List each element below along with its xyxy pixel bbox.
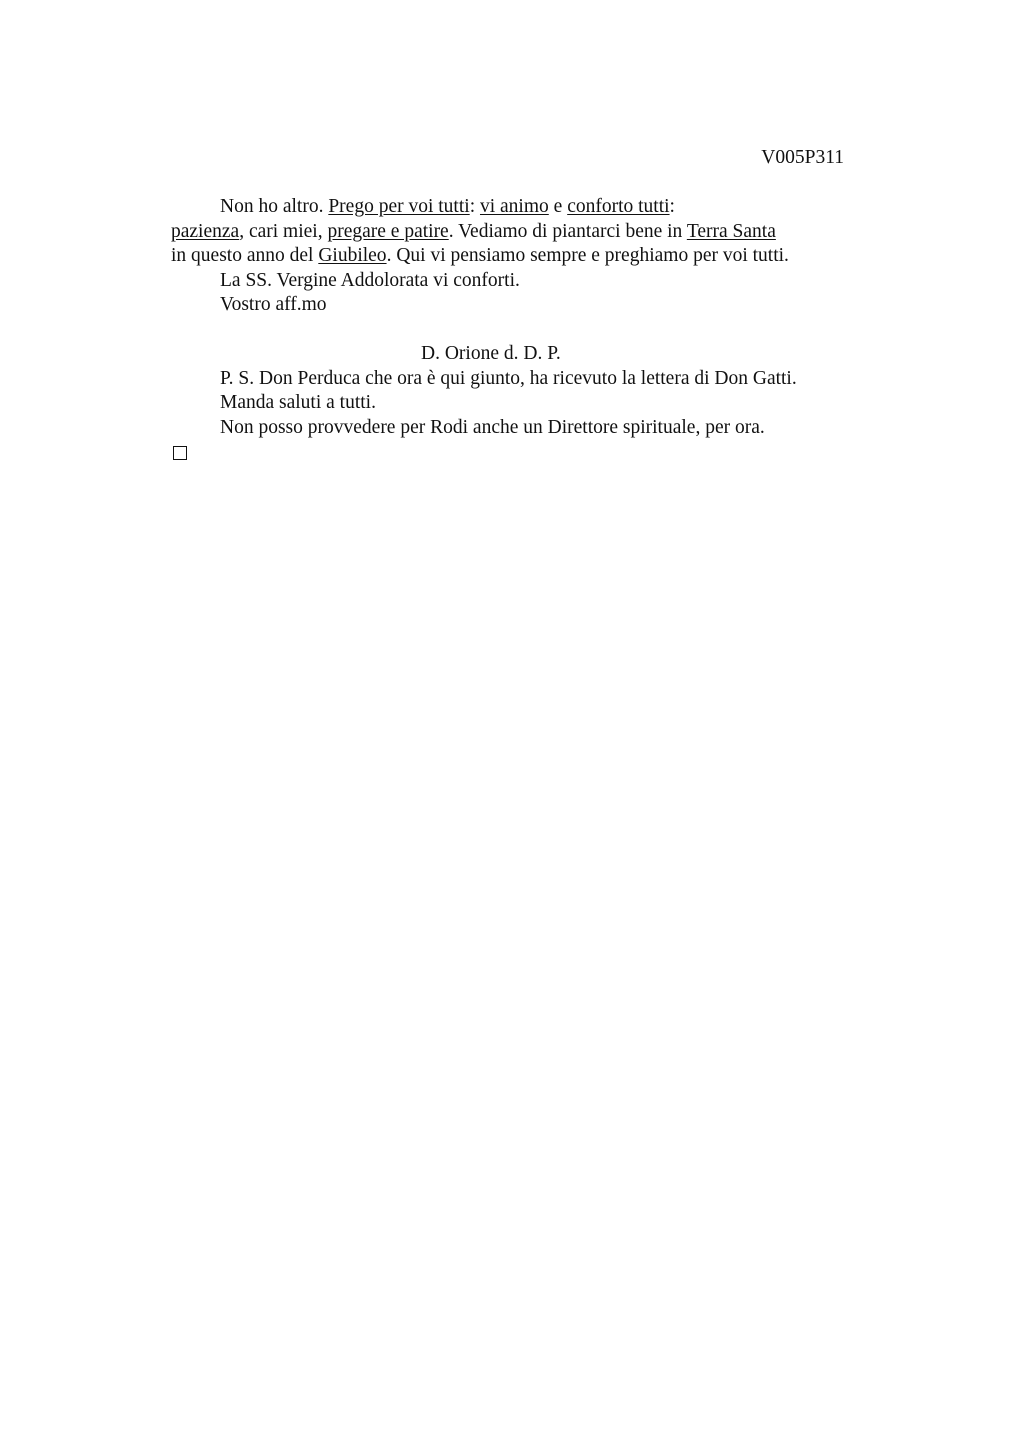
page-id: V005P311 <box>761 147 844 168</box>
underlined-phrase: vi animo <box>479 196 549 217</box>
signature: D. Orione d. D. P. <box>421 343 561 364</box>
underlined-phrase: Terra Santa <box>686 220 776 242</box>
text-run: . Qui vi pensiamo sempre e preghiamo per voi tutti. <box>386 245 789 266</box>
underlined-phrase: pazienza <box>171 220 240 242</box>
closing-line: Vostro aff.mo <box>220 294 327 315</box>
underlined-phrase: pregare e patire <box>327 220 449 242</box>
text-run: : <box>469 196 480 217</box>
underlined-phrase: Prego per voi tutti <box>328 196 470 217</box>
paragraph-line-3 <box>171 244 851 269</box>
blank-line <box>171 318 851 343</box>
text-run: Non ho altro. <box>220 196 329 217</box>
blessing-line: La SS. Vergine Addolorata vi conforti. <box>220 269 520 291</box>
underlined-phrase: conforto tutti <box>567 196 670 217</box>
text-run: , cari miei, <box>239 220 328 242</box>
paragraph-line-1 <box>171 195 851 220</box>
underlined-phrase: Giubileo <box>318 245 387 266</box>
postscript-line-3: Non posso provvedere per Rodi anche un Direttore spirituale, per ora. <box>220 416 765 438</box>
paragraph-line-2 <box>171 220 851 245</box>
text-run: . Vediamo di piantarci bene in <box>448 220 687 242</box>
text-run: e <box>548 196 568 217</box>
letter-body <box>171 195 851 460</box>
postscript-line-1: P. S. Don Perduca che ora è qui giunto, ha ricevuto la lettera di Don Gatti. <box>220 367 797 389</box>
text-run: in questo anno del <box>171 245 319 266</box>
postscript-line-2: Manda saluti a tutti. <box>220 392 376 413</box>
empty-square-icon <box>173 446 187 460</box>
text-run: : <box>669 196 675 217</box>
